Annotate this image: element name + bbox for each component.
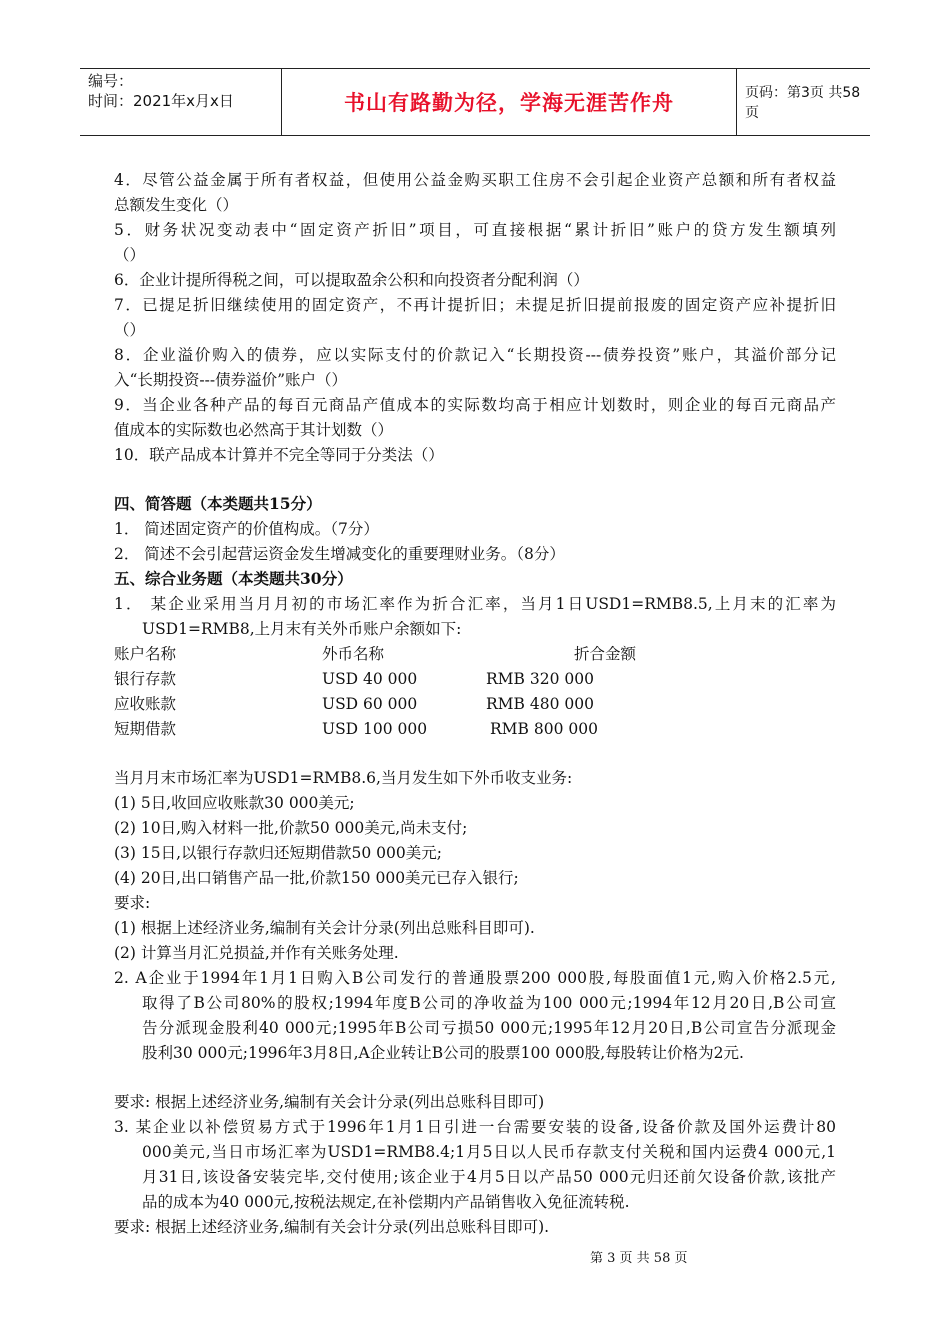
question-1-event: (2) 10日,购入材料一批,价款50 000美元,尚未支付; [114,819,468,837]
question-3-line: 品的成本为40 000元,按税法规定,在补偿期内产品销售收入免征流转税. [142,1193,630,1211]
judgement-line: 8．企业溢价购入的债券，应以实际支付的价款记入“长期投资---债券投资”账户，其溢价部分记 [114,346,836,364]
table-cell: USD 100 000 [322,720,428,738]
judgement-line: 总额发生变化（） [114,196,239,214]
judgement-line: 6．企业计提所得税之间，可以提取盈余公积和向投资者分配利润（） [114,271,589,289]
table-header-currency: 外币名称 [322,645,385,663]
question-1-event: (1) 5日,收回应收账款30 000美元; [114,794,355,812]
question-2-line: 股利30 000元;1996年3月8日,A企业转让B公司的股票100 000股,每股转让价格为2元. [142,1044,744,1062]
question-2-requirement: 要求: 根据上述经济业务,编制有关会计分录(列出总账科目即可) [114,1093,545,1111]
header-date: 时间：2021年x月x日 [88,92,234,110]
header-page-info: 页码：第3页 共58页 [745,85,861,121]
judgement-line: 4．尽管公益金属于所有者权益，但使用公益金购买职工住房不会引起企业资产总额和所有者权益 [114,171,836,189]
section-title-comprehensive: 五、综合业务题（本类题共30分） [114,569,353,588]
question-3-line: 月31日,该设备安装完毕,交付使用;该企业于4月5日以产品50 000元归还前欠设备价款,该批产 [142,1168,836,1186]
question-1-requirement-label: 要求: [114,894,151,912]
question-3-line: 000美元,当日市场汇率为USD1=RMB8.4;1月5日以人民币存款支付关税和国内运费4 000元,1 [142,1143,836,1161]
table-cell: RMB 800 000 [490,720,598,738]
table-cell: 应收账款 [114,695,177,713]
question-1-rate: 当月月末市场汇率为USD1=RMB8.6,当月发生如下外币收支业务: [114,769,573,787]
header-motto-cell [282,69,737,135]
question-2-line: 取得了B公司80%的股权;1994年度B公司的净收益为100 000元;1994年12月20日,B公司宣 [142,994,836,1012]
table-cell: USD 40 000 [322,670,418,688]
page-footer: 第 3 页 共 58 页 [590,1251,688,1266]
judgement-line: 9．当企业各种产品的每百元商品产值成本的实际数均高于相应计划数时，则企业的每百元商品产 [114,396,836,414]
question-2-line: 2. A企业于1994年1月1日购入B公司发行的普通股票200 000股,每股面值1元,购入价格2.5元, [114,969,836,987]
question-1-line: USD1=RMB8,上月末有关外币账户余额如下: [142,620,462,638]
question-1-requirement: (2) 计算当月汇兑损益,并作有关账务处理. [114,944,399,962]
question-1-line: 1． 某企业采用当月月初的市场汇率作为折合汇率，当月1日USD1=RMB8.5,上月末的汇率为 [114,595,836,613]
judgement-line: 7．已提足折旧继续使用的固定资产，不再计提折旧；未提足折旧提前报废的固定资产应补提折旧 [114,296,836,314]
short-answer-item: 2． 简述不会引起营运资金发生增减变化的重要理财业务。（8分） [114,545,565,563]
page-header [80,68,870,136]
question-1-requirement: (1) 根据上述经济业务,编制有关会计分录(列出总账科目即可). [114,919,535,937]
judgement-line: 入“长期投资---债券溢价”账户（） [114,371,348,389]
header-number: 编号： [88,72,134,90]
section-title-short-answer: 四、简答题（本类题共15分） [114,494,322,513]
table-header-account: 账户名称 [114,645,177,663]
table-cell: USD 60 000 [322,695,418,713]
question-2-line: 告分派现金股利40 000元;1995年B公司亏损50 000元;1995年12月20日,B公司宣告分派现金 [142,1019,836,1037]
judgement-line: 值成本的实际数也必然高于其计划数（） [114,421,394,439]
judgement-line: 10．联产品成本计算并不完全等同于分类法（） [114,446,444,464]
table-cell: RMB 480 000 [486,695,594,713]
question-3-line: 3. 某企业以补偿贸易方式于1996年1月1日引进一台需要安装的设备,设备价款及国外运费计80 [114,1118,836,1136]
table-header-converted: 折合金额 [574,645,637,663]
short-answer-item: 1． 简述固定资产的价值构成。（7分） [114,520,379,538]
judgement-line: （） [114,321,146,339]
judgement-line: （） [114,246,146,264]
table-cell: 银行存款 [114,670,177,688]
table-cell: RMB 320 000 [486,670,594,688]
question-1-event: (3) 15日,以银行存款归还短期借款50 000美元; [114,844,442,862]
question-3-requirement: 要求: 根据上述经济业务,编制有关会计分录(列出总账科目即可). [114,1218,550,1236]
header-motto: 书山有路勤为径，学海无涯苦作舟 [344,91,674,115]
judgement-line: 5．财务状况变动表中“固定资产折旧”项目，可直接根据“累计折旧”账户的贷方发生额填列 [114,221,836,239]
table-cell: 短期借款 [114,720,177,738]
question-1-event: (4) 20日,出口销售产品一批,价款150 000美元已存入银行; [114,869,519,887]
header-meta [80,69,282,135]
